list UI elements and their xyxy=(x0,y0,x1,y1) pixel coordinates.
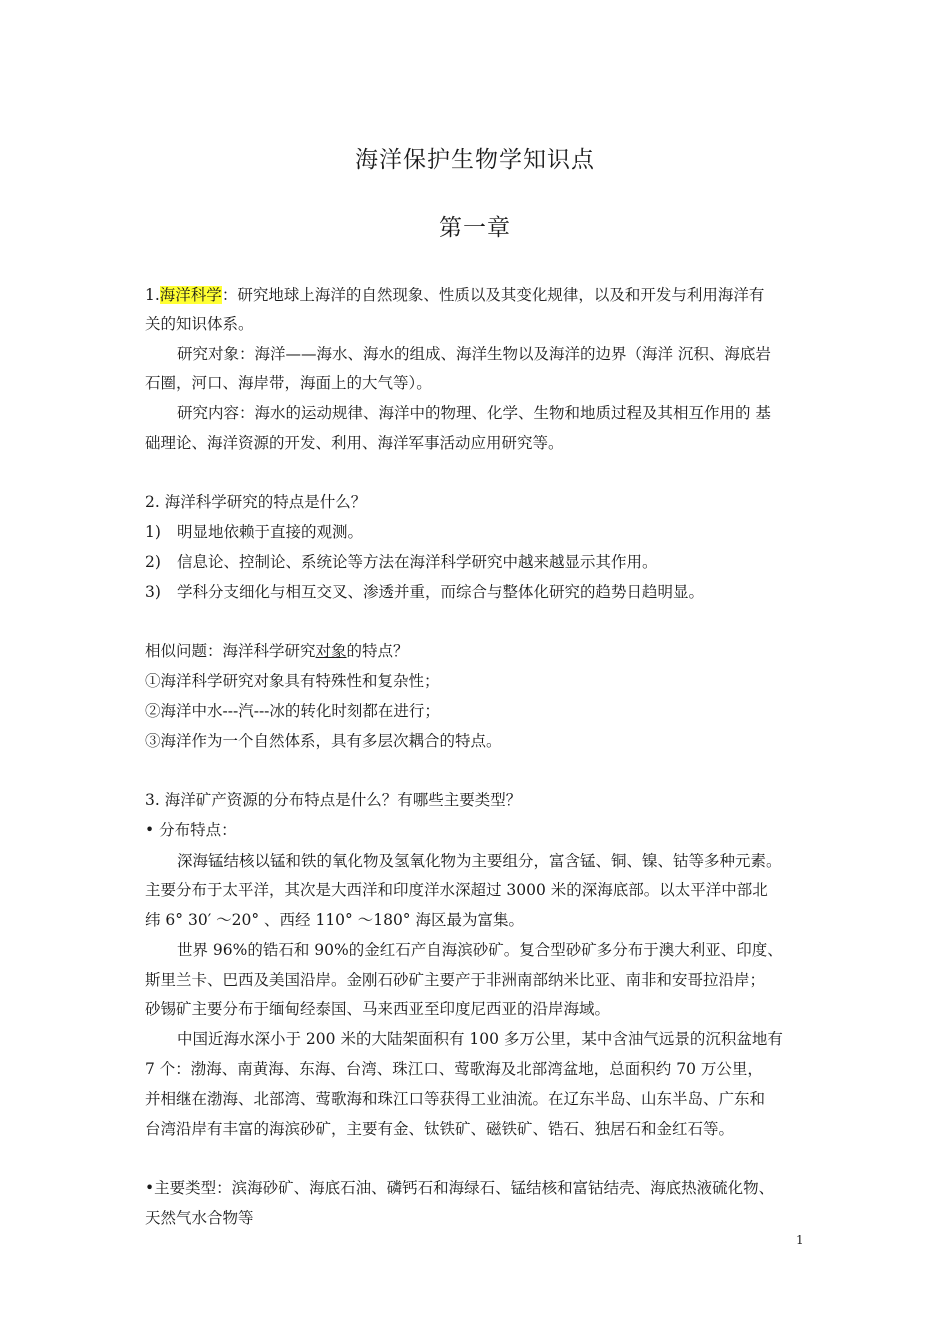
paragraph-2-line-1: 世界 96%的锆石和 90%的金红石产自海滨砂矿。复合型砂矿多分布于澳大利亚、印度、 xyxy=(177,941,783,959)
paragraph-2-line-2: 斯里兰卡、巴西及美国沿岸。金刚石砂矿主要产于非洲南部纳米比亚、南非和安哥拉沿岸； xyxy=(145,971,766,989)
chapter-heading: 第一章 xyxy=(439,215,511,241)
section-2-question: 2. 海洋科学研究的特点是什么？ xyxy=(145,493,367,511)
similar-answer-2: ②海洋中水---汽---冰的转化时刻都在进行； xyxy=(145,702,440,720)
research-content-line-1: 研究内容：海水的运动规律、海洋中的物理、化学、生物和地质过程及其相互作用的 基 xyxy=(177,404,771,422)
list-item-text: 信息论、控制论、系统论等方法在海洋科学研究中越来越显示其作用。 xyxy=(177,553,658,571)
paragraph-3-line-3: 并相继在渤海、北部湾、莺歌海和珠江口等获得工业油流。在辽东半岛、山东半岛、广东和 xyxy=(145,1090,766,1108)
list-item-text: 明显地依赖于直接的观测。 xyxy=(177,523,364,541)
types-line-1: •主要类型：滨海砂矿、海底石油、磷钙石和海绿石、锰结核和富钴结壳、海底热液硫化物、 xyxy=(145,1179,775,1197)
paragraph-1-line-1: 深海锰结核以锰和铁的氧化物及氢氧化物为主要组分，富含锰、铜、镍、钴等多种元素。 xyxy=(177,852,782,870)
paragraph-2-line-3: 砂锡矿主要分布于缅甸经泰国、马来西亚至印度尼西亚的沿岸海域。 xyxy=(145,1000,611,1018)
similar-question xyxy=(145,641,815,661)
list-item-number: 1) xyxy=(145,523,161,541)
distribution-bullet: • 分布特点： xyxy=(145,821,237,839)
list-item xyxy=(145,522,815,542)
section-1-number: 1. xyxy=(145,286,160,304)
list-item-number: 3) xyxy=(145,583,161,601)
similar-answer-1: ①海洋科学研究对象具有特殊性和复杂性； xyxy=(145,672,440,690)
definition-text: ：研究地球上海洋的自然现象、性质以及其变化规律，以及和开发与利用海洋有 xyxy=(221,286,765,304)
similar-answer-3: ③海洋作为一个自然体系，具有多层次耦合的特点。 xyxy=(145,732,502,750)
section-1-definition-line-2: 关的知识体系。 xyxy=(145,315,254,333)
section-1-definition-line-1 xyxy=(145,285,815,305)
research-object-line-2: 石圈，河口、海岸带，海面上的大气等）。 xyxy=(145,374,432,392)
highlighted-term: 海洋科学 xyxy=(159,286,222,304)
paragraph-3-line-1: 中国近海水深小于 200 米的大陆架面积有 100 多万公里，某中含油气远景的沉积盆地有 xyxy=(177,1030,783,1048)
types-line-2: 天然气水合物等 xyxy=(145,1209,254,1227)
list-item xyxy=(145,582,815,602)
research-object-line-1: 研究对象：海洋——海水、海水的组成、海洋生物以及海洋的边界（海洋 沉积、海底岩 xyxy=(177,345,771,363)
paragraph-1-line-2: 主要分布于太平洋，其次是大西洋和印度洋水深超过 3000 米的深海底部。以太平洋中部北 xyxy=(145,881,768,899)
list-item-number: 2) xyxy=(145,553,161,571)
list-item xyxy=(145,552,815,572)
similar-question-suffix: 的特点？ xyxy=(346,642,409,660)
paragraph-3-line-2: 7 个：渤海、南黄海、东海、台湾、珠江口、莺歌海及北部湾盆地，总面积约 70 万公里， xyxy=(145,1060,763,1078)
document-title: 海洋保护生物学知识点 xyxy=(355,147,595,173)
research-content-line-2: 础理论、海洋资源的开发、利用、海洋军事活动应用研究等。 xyxy=(145,434,564,452)
section-3-question: 3. 海洋矿产资源的分布特点是什么？有哪些主要类型？ xyxy=(145,791,522,809)
similar-question-prefix: 相似问题：海洋科学研究 xyxy=(145,642,316,660)
underlined-word: 对象 xyxy=(315,642,347,660)
paragraph-1-line-3: 纬 6° 30′ ～20° 、西经 110° ～180° 海区最为富集。 xyxy=(145,911,524,929)
page-number: 1 xyxy=(796,1233,804,1247)
paragraph-3-line-4: 台湾沿岸有丰富的海滨砂矿，主要有金、钛铁矿、磁铁矿、锆石、独居石和金红石等。 xyxy=(145,1120,735,1138)
list-item-text: 学科分支细化与相互交叉、渗透并重，而综合与整体化研究的趋势日趋明显。 xyxy=(177,583,705,601)
